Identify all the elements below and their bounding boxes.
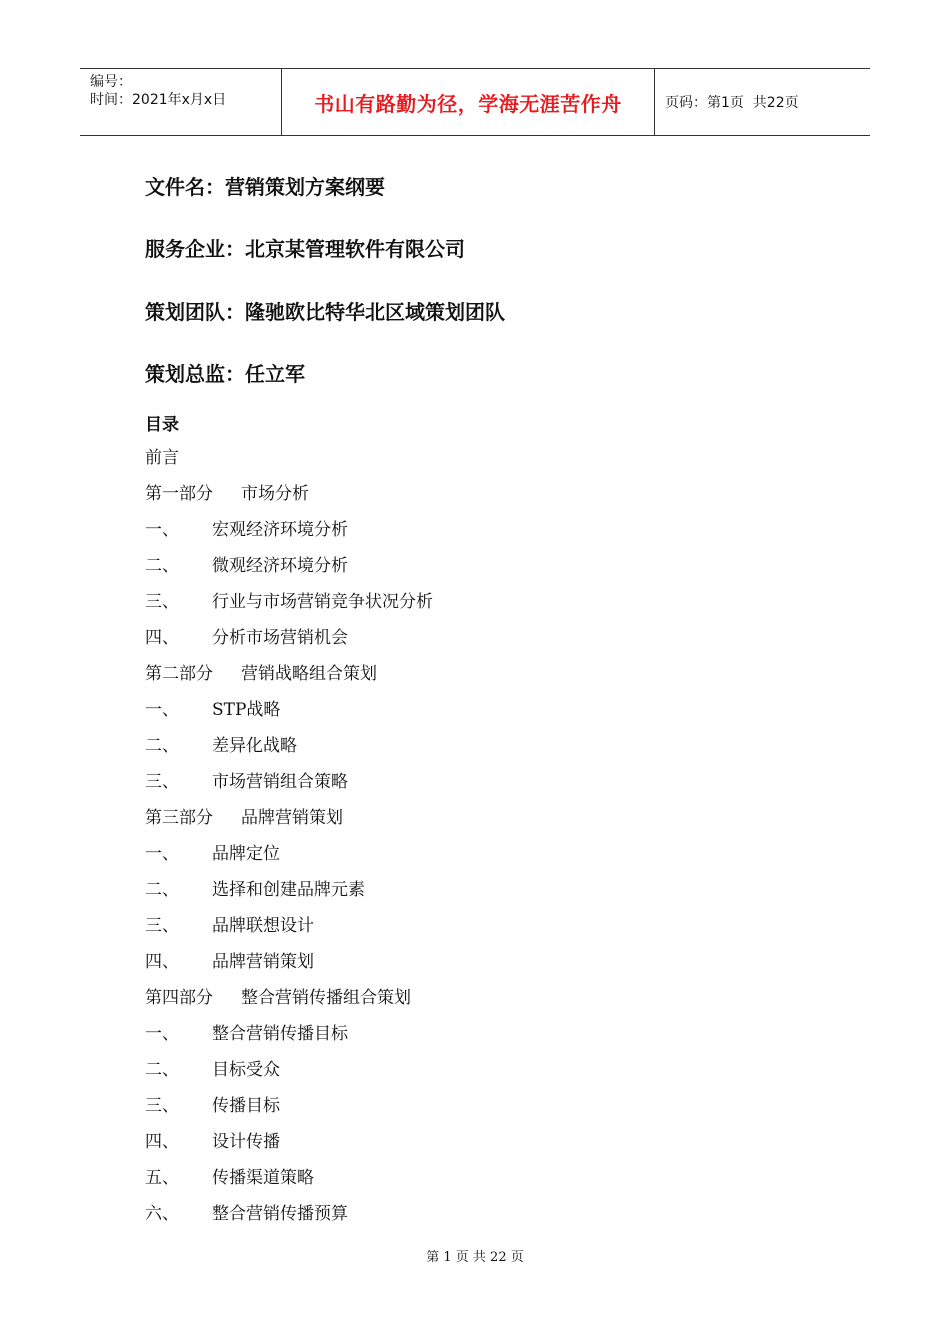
toc-item-number: 五、 [145,1168,179,1188]
toc-item [145,734,433,770]
toc-preface: 前言 [145,448,179,468]
toc-item-number: 三、 [145,1096,179,1116]
toc-item-text: 传播目标 [212,1096,280,1116]
toc-item-number: 三、 [145,916,179,936]
toc-item-text: 整合营销传播目标 [212,1024,348,1044]
team-line: 策划团队：隆驰欧比特华北区域策划团队 [145,300,505,324]
toc-part-title: 整合营销传播组合策划 [241,988,411,1008]
toc-item [145,554,433,590]
toc-item-number: 二、 [145,1060,179,1080]
toc-item [145,1022,433,1058]
toc-item-text: 差异化战略 [212,736,297,756]
toc-part-label: 第一部分 [145,484,213,504]
toc-part-label: 第二部分 [145,664,213,684]
toc-item [145,1130,433,1166]
toc-item-text: 分析市场营销机会 [212,628,348,648]
toc-item [145,878,433,914]
toc-part-4 [145,986,433,1022]
toc-item-text: 选择和创建品牌元素 [212,880,365,900]
toc-item [145,1166,433,1202]
toc-part-2 [145,662,433,698]
file-name-line: 文件名：营销策划方案纲要 [145,175,385,199]
page-header [80,68,870,136]
toc-item-text: 设计传播 [212,1132,280,1152]
toc-part-label: 第三部分 [145,808,213,828]
toc-item [145,1094,433,1130]
page-footer: 第 1 页 共 22 页 [426,1250,524,1265]
toc-item-text: 传播渠道策略 [212,1168,314,1188]
director-line: 策划总监：任立军 [145,362,305,386]
header-info-cell [80,69,282,135]
toc-item-text: 行业与市场营销竞争状况分析 [212,592,433,612]
document-time-label: 时间：2021年x月x日 [90,92,227,108]
toc-item-text: 市场营销组合策略 [212,772,348,792]
table-of-contents [145,446,433,1238]
toc-item-number: 一、 [145,520,179,540]
toc-item [145,626,433,662]
toc-item-number: 四、 [145,952,179,972]
toc-item [145,590,433,626]
toc-item-number: 四、 [145,628,179,648]
toc-item-text: 品牌营销策划 [212,952,314,972]
toc-item [145,914,433,950]
toc-item [145,1202,433,1238]
toc-item-text: 微观经济环境分析 [212,556,348,576]
toc-item-text: 品牌联想设计 [212,916,314,936]
toc-part-1 [145,482,433,518]
toc-title: 目录 [145,415,179,435]
toc-item [145,770,433,806]
toc-item [145,1058,433,1094]
toc-item-text: 目标受众 [212,1060,280,1080]
document-number-label: 编号： [90,74,132,90]
toc-item-text: 整合营销传播预算 [212,1204,348,1224]
toc-item [145,518,433,554]
toc-item-number: 三、 [145,592,179,612]
toc-item-number: 二、 [145,736,179,756]
toc-item-number: 二、 [145,880,179,900]
toc-part-title: 营销战略组合策划 [241,664,377,684]
toc-item [145,842,433,878]
toc-item-text: STP战略 [212,700,281,720]
client-line: 服务企业：北京某管理软件有限公司 [145,237,465,261]
toc-item-number: 一、 [145,1024,179,1044]
toc-item-text: 宏观经济环境分析 [212,520,348,540]
toc-part-title: 市场分析 [241,484,309,504]
toc-item-number: 三、 [145,772,179,792]
toc-part-label: 第四部分 [145,988,213,1008]
toc-item-text: 品牌定位 [212,844,280,864]
toc-item-number: 二、 [145,556,179,576]
header-page-info: 页码：第1页 共22页 [665,95,799,111]
header-motto: 书山有路勤为径，学海无涯苦作舟 [282,69,655,135]
toc-part-title: 品牌营销策划 [241,808,343,828]
toc-part-3 [145,806,433,842]
toc-item [145,950,433,986]
toc-item-number: 四、 [145,1132,179,1152]
toc-item [145,698,433,734]
toc-item-number: 一、 [145,844,179,864]
toc-item-number: 一、 [145,700,179,720]
toc-item-number: 六、 [145,1204,179,1224]
